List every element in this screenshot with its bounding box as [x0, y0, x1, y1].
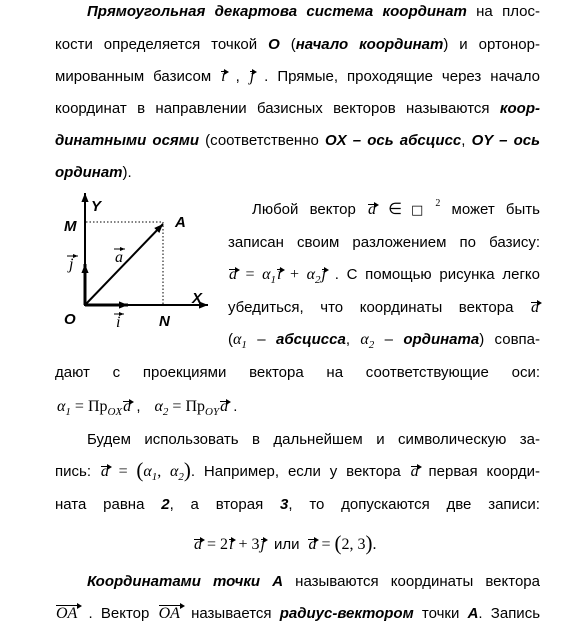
text-segment: координат в направлении базисных векторов называются	[55, 100, 500, 117]
text-segment: дают с проекциями вектора на соответствующие оси:	[55, 364, 540, 381]
math-symbol: .	[372, 536, 377, 553]
parenthesis: (	[334, 531, 342, 555]
text-line	[55, 65, 540, 89]
math-variable: α	[262, 266, 271, 283]
math-symbol: =	[317, 536, 335, 553]
vector-symbol: a	[229, 266, 237, 283]
text-segment: точки	[413, 605, 468, 622]
text-segment: Будем использовать в дальнейшем и символическую за-	[87, 431, 540, 448]
text-segment: ната равна	[55, 496, 162, 513]
text-line	[55, 361, 540, 385]
vector-symbol: a	[220, 398, 229, 415]
math-symbol: ,	[157, 463, 170, 480]
text-line	[87, 570, 540, 594]
point-a-label: A	[175, 214, 186, 231]
point-n-label: N	[159, 313, 170, 330]
subscript-index: 1	[241, 339, 247, 351]
text-line	[55, 493, 540, 517]
text-segment: . Вектор	[80, 605, 158, 622]
text-line	[87, 428, 540, 452]
math-variable: α	[233, 331, 242, 348]
text-line	[87, 0, 540, 24]
text-segment: первая коорди-	[419, 463, 541, 480]
text-segment: , то допускаются две записи:	[288, 496, 540, 513]
text-segment: на плос-	[466, 3, 540, 20]
text-segment: записан своим разложением по базису:	[228, 234, 540, 251]
coordinate-system-figure	[40, 185, 225, 335]
math-symbol: +	[282, 266, 307, 283]
text-segment: –	[374, 331, 404, 348]
vector-symbol: j	[260, 536, 265, 553]
x-axis-label: X	[192, 290, 203, 307]
vector-symbol: a	[410, 463, 419, 480]
vector-symbol: i	[221, 68, 226, 85]
subscript-index: OY	[205, 406, 220, 418]
subscript-index: 2	[368, 339, 375, 351]
math-symbol: =	[109, 463, 137, 480]
math-symbol: =	[238, 266, 263, 283]
projection-operator: Пр	[87, 398, 108, 415]
vector-symbol: j	[321, 266, 326, 283]
text-segment: . С помощью рисунка легко	[327, 266, 541, 283]
text-segment: (соответственно	[199, 132, 325, 149]
subscript-index: 1	[151, 471, 158, 483]
subscript-index: 2	[178, 471, 184, 483]
text-segment: кости определяется точкой	[55, 36, 269, 53]
text-segment: ) и ортонор-	[443, 36, 540, 53]
text-line	[55, 602, 540, 626]
text-line	[228, 328, 540, 352]
emphasized-term: начало координат	[295, 36, 444, 53]
vector-symbol: a	[100, 463, 109, 480]
text-line	[55, 161, 132, 185]
text-line	[252, 198, 540, 222]
parenthesis: (	[136, 458, 144, 482]
text-segment: может быть	[440, 201, 540, 218]
text-line	[55, 129, 540, 153]
text-line	[228, 296, 540, 320]
text-segment: . Прямые, проходящие через начало	[255, 68, 540, 85]
vector-a-arrow	[85, 224, 163, 305]
text-segment: убедиться, что координаты вектора	[228, 299, 530, 316]
text-line	[55, 460, 540, 484]
vector-symbol: OA	[158, 603, 183, 622]
text-segment: –	[246, 331, 276, 348]
text-line	[55, 97, 540, 121]
text-segment: . Запись	[478, 605, 541, 622]
text-segment: пись:	[55, 463, 100, 480]
text-line	[228, 231, 540, 255]
projection-operator: Пр	[185, 398, 206, 415]
origin-label: O	[64, 311, 76, 328]
math-symbol: =	[70, 398, 88, 415]
math-symbol: ∈	[377, 201, 402, 218]
text-line	[228, 263, 540, 287]
vector-symbol: a	[194, 536, 202, 553]
emphasized-term: Координатами точки A	[87, 573, 284, 590]
superscript-index: 2	[435, 198, 441, 209]
text-segment: ,	[226, 68, 249, 85]
math-symbol: 2, 3	[341, 536, 366, 553]
vector-i-label: i	[116, 314, 121, 331]
text-segment: .	[229, 398, 238, 415]
emphasized-term: ординат	[55, 164, 123, 181]
subscript-index: 2	[162, 406, 169, 418]
vector-symbol: i	[277, 266, 282, 283]
vector-symbol: OA	[55, 603, 80, 622]
text-segment: называются координаты вектора	[283, 573, 540, 590]
text-segment: ,	[345, 331, 361, 348]
text-segment: называется	[182, 605, 280, 622]
text-segment: мированным базисом	[55, 68, 221, 85]
subscript-index: 2	[315, 274, 321, 286]
text-segment: ,	[461, 132, 472, 149]
text-segment: или	[273, 536, 300, 553]
math-variable: α	[360, 331, 369, 348]
text-segment: (	[279, 36, 296, 53]
vector-symbol: a	[531, 299, 539, 316]
parenthesis: )	[365, 531, 373, 555]
text-segment: , а вторая	[169, 496, 280, 513]
emphasized-term: абсцисса	[275, 331, 346, 348]
missing-glyph-box: □	[404, 203, 431, 218]
parenthesis: )	[183, 458, 191, 482]
emphasized-term: ордината	[403, 331, 480, 348]
math-symbol: + 3	[234, 536, 260, 553]
point-m-label: M	[64, 218, 77, 235]
vector-symbol: a	[123, 398, 132, 415]
vector-symbol: i	[229, 536, 234, 553]
vector-a-label: a	[115, 249, 123, 266]
y-axis-label: Y	[91, 198, 102, 215]
emphasized-term: радиус-вектором	[279, 605, 414, 622]
emphasized-term: A	[467, 605, 479, 622]
emphasized-term: коор-	[499, 100, 540, 117]
math-variable: α	[143, 463, 152, 480]
emphasized-term: Прямоугольная декартова система координат	[87, 3, 467, 20]
subscript-index: 1	[270, 274, 277, 286]
emphasized-term: OX – ось абсцисс	[324, 132, 462, 149]
vector-symbol: a	[308, 536, 317, 553]
emphasized-number: 3	[280, 496, 289, 513]
vector-symbol: j	[249, 68, 255, 85]
emphasized-term: OY – ось	[471, 132, 540, 149]
math-variable: α	[154, 398, 163, 415]
text-segment: ) совпа-	[479, 331, 540, 348]
math-variable: α	[57, 398, 66, 415]
math-symbol: = 2	[203, 536, 229, 553]
vector-j-label: j	[69, 256, 74, 273]
text-segment: (	[228, 331, 233, 348]
emphasized-term: динатными осями	[55, 132, 200, 149]
math-variable: α	[306, 266, 316, 283]
text-segment: ,	[132, 398, 141, 415]
subscript-index: 1	[65, 406, 71, 418]
vector-symbol: a	[368, 201, 377, 218]
centered-formula	[193, 533, 377, 557]
text-segment: . Например, если у вектора	[190, 463, 410, 480]
emphasized-term: O	[268, 36, 280, 53]
text-line	[55, 33, 540, 57]
emphasized-number: 2	[161, 496, 170, 513]
math-symbol: =	[168, 398, 186, 415]
subscript-index: OX	[107, 406, 123, 418]
text-segment: Любой вектор	[252, 201, 368, 218]
projection-formula-line	[57, 395, 237, 419]
text-segment: ).	[122, 164, 132, 181]
math-variable: α	[169, 463, 179, 480]
